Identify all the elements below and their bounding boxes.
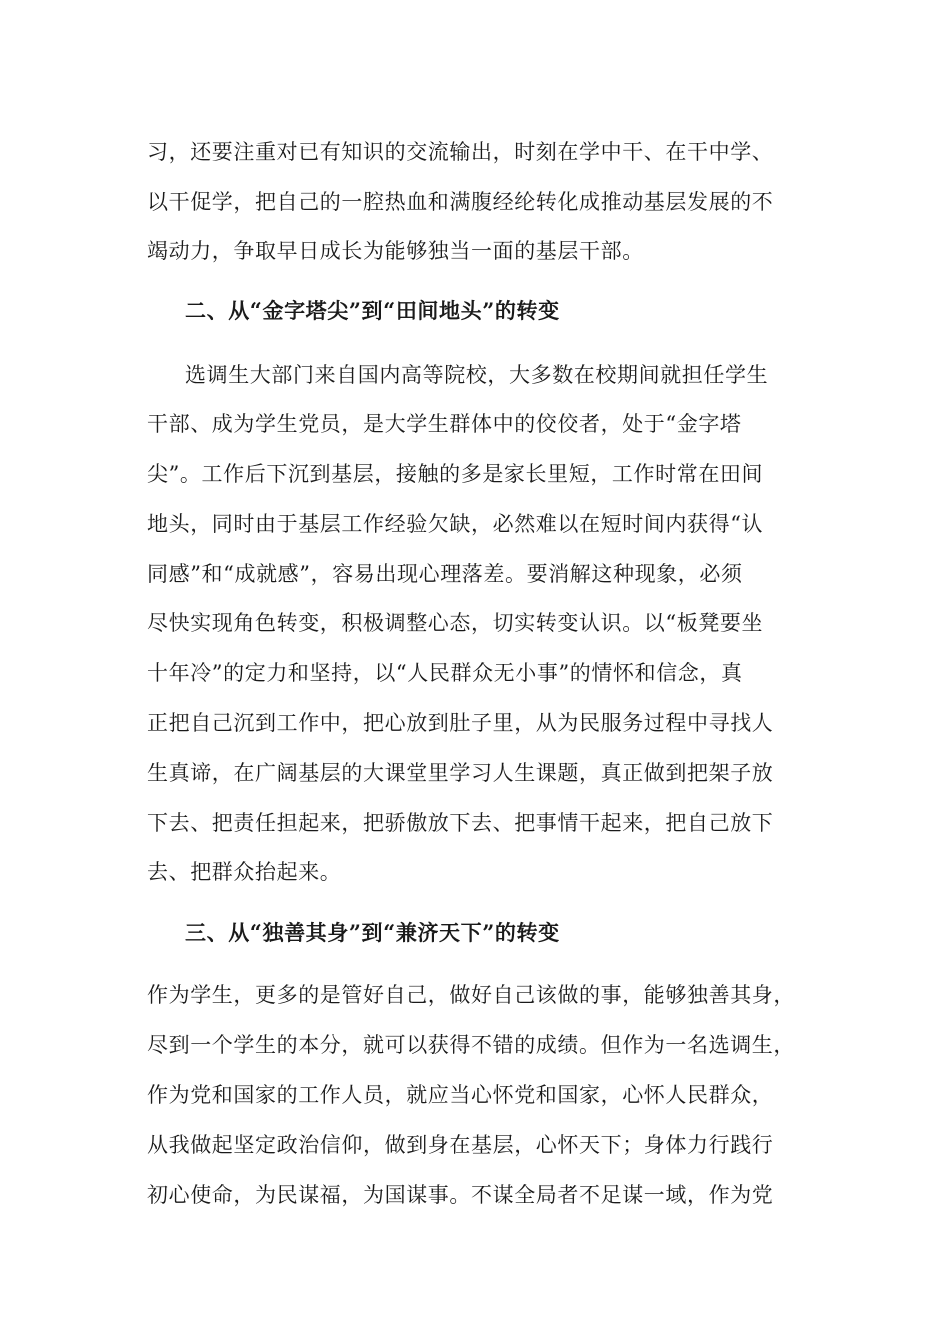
paragraph-2-line-1: 选调生大部门来自国内高等院校，大多数在校期间就担任学生: [185, 363, 769, 387]
paragraph-2-line-5: 同感”和“成就感”，容易出现心理落差。要消解这种现象，必须: [147, 562, 743, 586]
paragraph-3-line-4: 从我做起坚定政治信仰，做到身在基层，心怀天下；身体力行践行: [147, 1133, 774, 1157]
paragraph-2-line-2: 干部、成为学生党员，是大学生群体中的佼佼者，处于“金字塔: [147, 412, 742, 436]
section-heading-3: 三、从“独善其身”到“兼济天下”的转变: [185, 920, 560, 945]
paragraph-2-line-3: 尖”。工作后下沉到基层，接触的多是家长里短，工作时常在田间: [147, 462, 764, 486]
paragraph-2-line-7: 十年冷”的定力和坚持，以“人民群众无小事”的情怀和信念，真: [147, 661, 743, 685]
paragraph-3-line-2: 尽到一个学生的本分，就可以获得不错的成绩。但作为一名选调生，: [147, 1033, 795, 1057]
paragraph-2-line-6: 尽快实现角色转变，积极调整心态，切实转变认识。以“板凳要坐: [147, 611, 764, 635]
section-heading-2: 二、从“金字塔尖”到“田间地头”的转变: [185, 298, 560, 323]
paragraph-1-line-3: 竭动力，争取早日成长为能够独当一面的基层干部。: [147, 239, 644, 263]
paragraph-3-line-5: 初心使命，为民谋福，为国谋事。不谋全局者不足谋一域，作为党: [147, 1183, 774, 1207]
paragraph-2-line-11: 去、把群众抬起来。: [147, 860, 342, 884]
paragraph-2-line-8: 正把自己沉到工作中，把心放到肚子里，从为民服务过程中寻找人: [147, 711, 774, 735]
paragraph-3-line-1: 作为学生，更多的是管好自己，做好自己该做的事，能够独善其身，: [147, 983, 795, 1007]
paragraph-2-line-4: 地头，同时由于基层工作经验欠缺，必然难以在短时间内获得“认: [147, 512, 764, 536]
paragraph-1-line-1: 习，还要注重对已有知识的交流输出，时刻在学中干、在干中学、: [147, 140, 774, 164]
paragraph-3-line-3: 作为党和国家的工作人员，就应当心怀党和国家，心怀人民群众，: [147, 1083, 774, 1107]
paragraph-2-line-9: 生真谛，在广阔基层的大课堂里学习人生课题，真正做到把架子放: [147, 761, 774, 785]
paragraph-2-line-10: 下去、把责任担起来，把骄傲放下去、把事情干起来，把自己放下: [147, 811, 774, 835]
paragraph-1-line-2: 以干促学，把自己的一腔热血和满腹经纶转化成推动基层发展的不: [147, 190, 774, 214]
